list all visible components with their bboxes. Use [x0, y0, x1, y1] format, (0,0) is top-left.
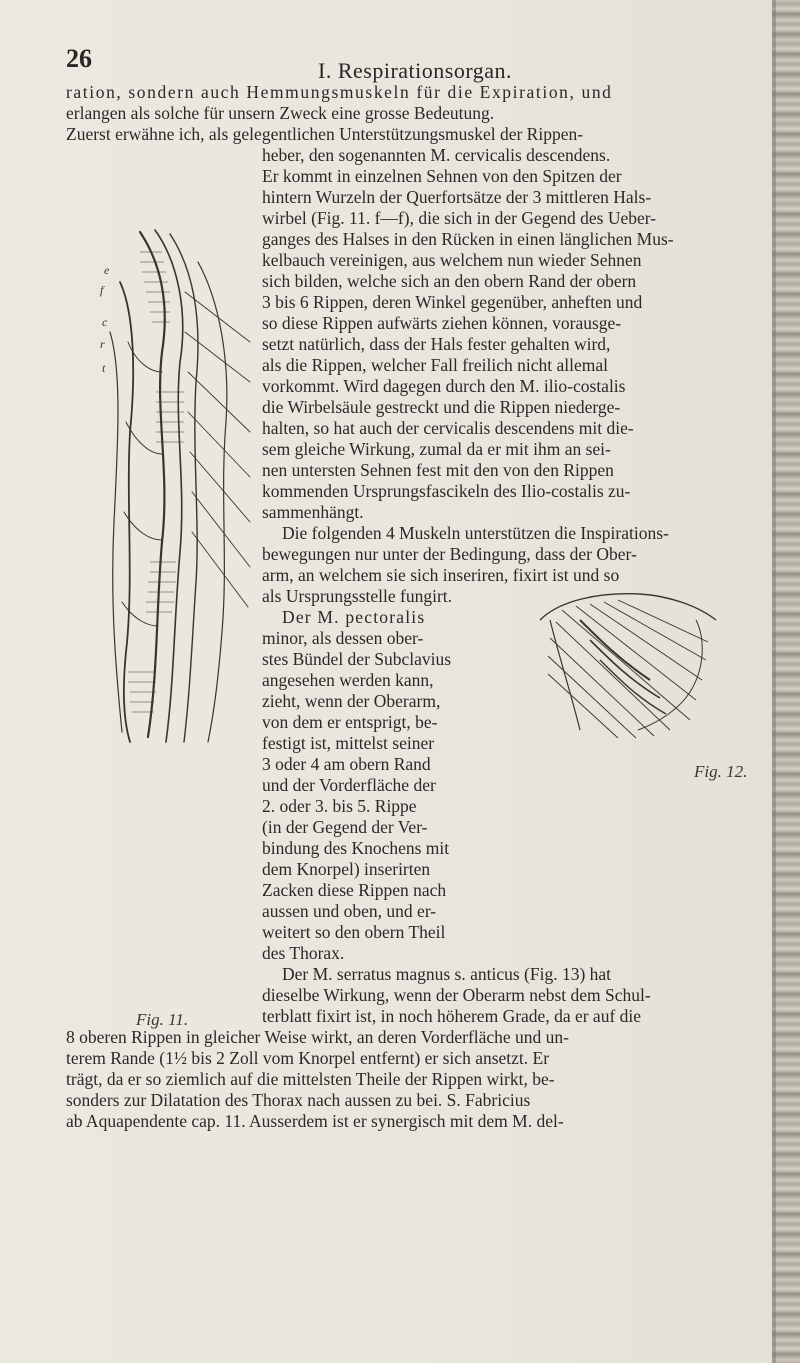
text-line: ganges des Halses in den Rücken in einen länglichen Mus-	[262, 229, 674, 249]
fig11-label-c: c	[102, 315, 108, 329]
text-line: sich bilden, welche sich an den obern Rand der obern	[262, 271, 637, 291]
text-line: 2. oder 3. bis 5. Rippe	[262, 796, 417, 816]
text-line: dieselbe Wirkung, wenn der Oberarm nebst dem Schul-	[262, 985, 651, 1005]
text-line: nen untersten Sehnen fest mit den von den Rippen	[262, 460, 614, 480]
text-line: setzt natürlich, dass der Hals fester gehalten wird,	[262, 334, 611, 354]
text-line: und der Vorderfläche der	[262, 775, 436, 795]
text-line: ration, sondern auch Hemmungsmuskeln für die Expiration, und	[66, 82, 613, 102]
text-line: wirbel (Fig. 11. f—f), die sich in der Gegend des Ueber-	[262, 208, 657, 228]
text-line: hintern Wurzeln der Querfortsätze der 3 mittleren Hals-	[262, 187, 652, 207]
fig11-label-t: t	[102, 361, 106, 375]
text-line: Zuerst erwähne ich, als gelegentlichen Unterstützungsmuskel der Rippen-	[66, 124, 584, 144]
text-line: als die Rippen, welcher Fall freilich nicht allemal	[262, 355, 608, 375]
text-line: als Ursprungsstelle fungirt.	[262, 586, 453, 606]
text-line: sonders zur Dilatation des Thorax nach aussen zu bei. S. Fabricius	[66, 1090, 531, 1110]
text-line: angesehen werden kann,	[262, 670, 434, 690]
text-line: (in der Gegend der Ver-	[262, 817, 428, 837]
page-number: 26	[66, 44, 92, 73]
text-line: vorkommt. Wird dagegen durch den M. ilio-costalis	[262, 376, 626, 396]
text-line: minor, als dessen ober-	[262, 628, 424, 648]
text-line: aussen und oben, und er-	[262, 901, 437, 921]
text-line: zieht, wenn der Oberarm,	[262, 691, 441, 711]
text-line: Die folgenden 4 Muskeln unterstützen die Inspirations-	[282, 523, 669, 543]
text-line: bindung des Knochens mit	[262, 838, 450, 858]
text-line: bewegungen nur unter der Bedingung, dass der Ober-	[262, 544, 637, 564]
text-line: ab Aquapendente cap. 11. Ausserdem ist er synergisch mit dem M. del-	[66, 1111, 564, 1131]
text-line: trägt, da er so ziemlich auf die mittelsten Theile der Rippen wirkt, be-	[66, 1069, 555, 1089]
fig11-illustration	[100, 222, 260, 747]
running-head: I. Respirationsorgan.	[318, 58, 513, 83]
text-line: arm, an welchem sie sich inseriren, fixirt ist und so	[262, 565, 620, 585]
text-line: die Wirbelsäule gestreckt und die Rippen niederge-	[262, 397, 621, 417]
fig11-label-f: f	[100, 283, 104, 297]
fig12-caption: Fig. 12.	[694, 762, 748, 781]
text-line: heber, den sogenannten M. cervicalis descendens.	[262, 145, 611, 165]
text-line: weitert so den obern Theil	[262, 922, 446, 942]
text-line: sammenhängt.	[262, 502, 364, 522]
text-line: Er kommt in einzelnen Sehnen von den Spitzen der	[262, 166, 622, 186]
text-line: von dem er entsprigt, be-	[262, 712, 438, 732]
text-line: des Thorax.	[262, 943, 345, 963]
text-line: sem gleiche Wirkung, zumal da er mit ihm an sei-	[262, 439, 611, 459]
text-line: 8 oberen Rippen in gleicher Weise wirkt, an deren Vorderfläche und un-	[66, 1027, 570, 1047]
fig12-illustration	[520, 580, 720, 740]
text-line: festigt ist, mittelst seiner	[262, 733, 435, 753]
text-line: 3 bis 6 Rippen, deren Winkel gegenüber, anheften und	[262, 292, 643, 312]
text-line: dem Knorpel) inserirten	[262, 859, 431, 879]
text-line: kelbauch vereinigen, aus welchem nun wieder Sehnen	[262, 250, 642, 270]
fig11-label-e: e	[104, 263, 110, 277]
text-line: terblatt fixirt ist, in noch höherem Grade, da er auf die	[262, 1006, 642, 1026]
text-line: halten, so hat auch der cervicalis descendens mit die-	[262, 418, 634, 438]
text-line: Der M. pectoralis	[282, 607, 426, 627]
text-line: terem Rande (1½ bis 2 Zoll vom Knorpel entfernt) er sich ansetzt. Er	[66, 1048, 550, 1068]
fig11-caption: Fig. 11.	[136, 1010, 189, 1029]
text-line: kommenden Ursprungsfascikeln des Ilio-costalis zu-	[262, 481, 631, 501]
page-binding-edge	[772, 0, 800, 1363]
fig11-label-r: r	[100, 337, 105, 351]
text-line: stes Bündel der Subclavius	[262, 649, 452, 669]
text-line: Der M. serratus magnus s. anticus (Fig. 13) hat	[282, 964, 612, 984]
text-line: Zacken diese Rippen nach	[262, 880, 447, 900]
text-line: 3 oder 4 am obern Rand	[262, 754, 431, 774]
text-line: so diese Rippen aufwärts ziehen können, vorausge-	[262, 313, 622, 333]
text-line: erlangen als solche für unsern Zweck eine grosse Bedeutung.	[66, 103, 495, 123]
